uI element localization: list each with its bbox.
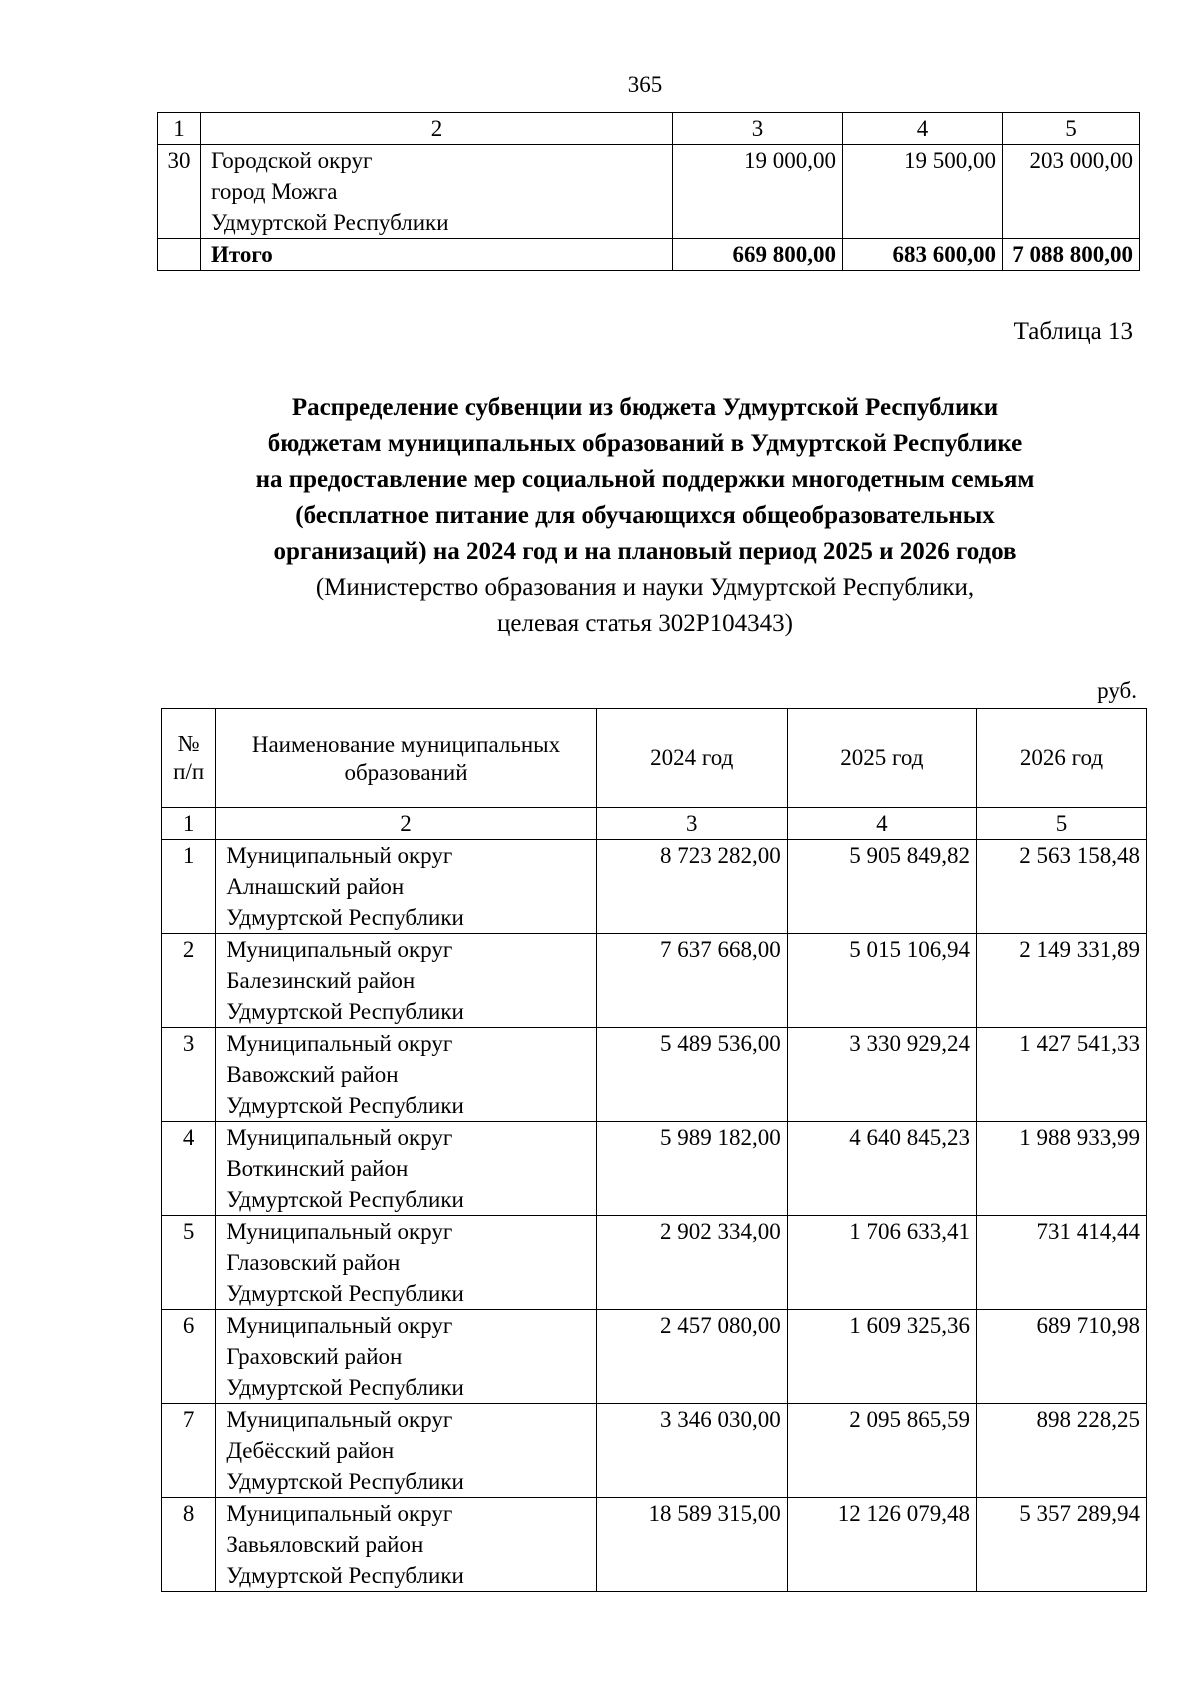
row-number: 1 bbox=[162, 840, 216, 934]
col-number-cell: 4 bbox=[843, 113, 1003, 145]
column-number-row bbox=[162, 808, 1147, 840]
total-row bbox=[158, 239, 1140, 271]
document-title bbox=[0, 390, 1200, 642]
value-2024: 18 589 315,00 bbox=[596, 1498, 787, 1592]
value-2025: 1 609 325,36 bbox=[787, 1310, 976, 1404]
col-number-cell: 1 bbox=[162, 808, 216, 840]
name-line: Муниципальный округ bbox=[226, 1219, 453, 1244]
subtitle-line: целевая статья 302P104343) bbox=[497, 610, 793, 637]
value-2025: 5 015 106,94 bbox=[787, 934, 976, 1028]
table-row bbox=[162, 1498, 1147, 1592]
name-line: Муниципальный округ bbox=[226, 1125, 453, 1150]
value-2026: 689 710,98 bbox=[976, 1310, 1146, 1404]
table-row bbox=[162, 1122, 1147, 1216]
name-line: Граховский район bbox=[226, 1344, 403, 1369]
name-line: Удмуртской Республики bbox=[226, 1563, 464, 1588]
value-2026: 5 357 289,94 bbox=[976, 1498, 1146, 1592]
value-2026: 1 988 933,99 bbox=[976, 1122, 1146, 1216]
row-number: 2 bbox=[162, 934, 216, 1028]
header-2026: 2026 год bbox=[976, 709, 1146, 808]
page-number: 365 bbox=[627, 72, 663, 97]
value-2026: 2 563 158,48 bbox=[976, 840, 1146, 934]
col-number-cell: 3 bbox=[596, 808, 787, 840]
title-line: Распределение субвенции из бюджета Удмуртской Республики bbox=[291, 394, 999, 421]
currency-unit: руб. bbox=[1097, 678, 1137, 703]
value-2024: 8 723 282,00 bbox=[596, 840, 787, 934]
value-2026: 2 149 331,89 bbox=[976, 934, 1146, 1028]
table-row bbox=[162, 840, 1147, 934]
municipality-name bbox=[216, 934, 596, 1028]
name-line: Алнашский район bbox=[226, 874, 405, 899]
table-label: Таблица 13 bbox=[1013, 318, 1133, 345]
value-2024: 7 637 668,00 bbox=[596, 934, 787, 1028]
name-line: Воткинский район bbox=[226, 1156, 409, 1181]
table-row bbox=[162, 1216, 1147, 1310]
table-row bbox=[162, 1028, 1147, 1122]
header-number bbox=[162, 709, 216, 808]
table-header-row bbox=[162, 709, 1147, 808]
row-number: 4 bbox=[162, 1122, 216, 1216]
header-number-line: № bbox=[177, 731, 200, 756]
value-2025: 19 500,00 bbox=[843, 145, 1003, 239]
header-2024: 2024 год bbox=[596, 709, 787, 808]
total-label: Итого bbox=[201, 239, 673, 271]
name-line: Муниципальный округ bbox=[226, 937, 453, 962]
value-2024: 2 457 080,00 bbox=[596, 1310, 787, 1404]
value-2024: 19 000,00 bbox=[673, 145, 843, 239]
name-line: Удмуртской Республики bbox=[226, 905, 464, 930]
title-line: бюджетам муниципальных образований в Удмуртской Республике bbox=[267, 430, 1023, 457]
title-line: на предоставление мер социальной поддержки многодетным семьям bbox=[255, 466, 1035, 493]
name-line: Вавожский район bbox=[226, 1062, 399, 1087]
value-2025: 3 330 929,24 bbox=[787, 1028, 976, 1122]
row-number: 6 bbox=[162, 1310, 216, 1404]
name-line: Муниципальный округ bbox=[226, 1313, 453, 1338]
name-line: Балезинский район bbox=[226, 968, 416, 993]
col-number-cell: 3 bbox=[673, 113, 843, 145]
table-row bbox=[158, 145, 1140, 239]
name-line: Удмуртской Республики bbox=[226, 1187, 464, 1212]
value-2024: 3 346 030,00 bbox=[596, 1404, 787, 1498]
value-2026: 203 000,00 bbox=[1003, 145, 1140, 239]
value-2025: 2 095 865,59 bbox=[787, 1404, 976, 1498]
municipality-name bbox=[216, 1122, 596, 1216]
municipality-name bbox=[216, 1404, 596, 1498]
name-line: город Можга bbox=[211, 179, 338, 204]
header-municipality-line: образований bbox=[344, 760, 468, 785]
row-number: 7 bbox=[162, 1404, 216, 1498]
table-body bbox=[162, 840, 1147, 1592]
value-2025: 5 905 849,82 bbox=[787, 840, 976, 934]
col-number-cell: 1 bbox=[158, 113, 201, 145]
col-number-cell: 5 bbox=[1003, 113, 1140, 145]
table-row bbox=[162, 934, 1147, 1028]
municipality-name bbox=[216, 1498, 596, 1592]
row-number: 5 bbox=[162, 1216, 216, 1310]
municipality-name bbox=[216, 1216, 596, 1310]
value-2024: 5 489 536,00 bbox=[596, 1028, 787, 1122]
col-number-cell: 2 bbox=[201, 113, 673, 145]
municipality-name bbox=[216, 840, 596, 934]
row-number: 8 bbox=[162, 1498, 216, 1592]
col-number-cell: 5 bbox=[976, 808, 1146, 840]
table-row bbox=[162, 1404, 1147, 1498]
empty-cell bbox=[158, 239, 201, 271]
value-2024: 2 902 334,00 bbox=[596, 1216, 787, 1310]
name-line: Глазовский район bbox=[226, 1250, 401, 1275]
name-line: Удмуртской Республики bbox=[226, 1281, 464, 1306]
name-line: Муниципальный округ bbox=[226, 1501, 453, 1526]
municipality-name bbox=[201, 145, 673, 239]
value-2026: 898 228,25 bbox=[976, 1404, 1146, 1498]
previous-table bbox=[157, 112, 1140, 271]
name-line: Муниципальный округ bbox=[226, 1407, 453, 1432]
row-number: 3 bbox=[162, 1028, 216, 1122]
row-number: 30 bbox=[158, 145, 201, 239]
name-line: Дебёсский район bbox=[226, 1438, 395, 1463]
title-line: (бесплатное питание для обучающихся общеобразовательных bbox=[295, 502, 995, 529]
name-line: Муниципальный округ bbox=[226, 1031, 453, 1056]
name-line: Удмуртской Республики bbox=[211, 210, 449, 235]
previous-table-header-row bbox=[158, 113, 1140, 145]
header-2025: 2025 год bbox=[787, 709, 976, 808]
value-2025: 12 126 079,48 bbox=[787, 1498, 976, 1592]
table-row bbox=[162, 1310, 1147, 1404]
name-line: Удмуртской Республики bbox=[226, 999, 464, 1024]
total-2024: 669 800,00 bbox=[673, 239, 843, 271]
municipality-name bbox=[216, 1028, 596, 1122]
col-number-cell: 2 bbox=[216, 808, 596, 840]
col-number-cell: 4 bbox=[787, 808, 976, 840]
value-2024: 5 989 182,00 bbox=[596, 1122, 787, 1216]
distribution-table bbox=[161, 708, 1147, 1592]
value-2026: 731 414,44 bbox=[976, 1216, 1146, 1310]
header-municipality bbox=[216, 709, 596, 808]
value-2026: 1 427 541,33 bbox=[976, 1028, 1146, 1122]
header-municipality-line: Наименование муниципальных bbox=[251, 732, 561, 757]
name-line: Городской округ bbox=[211, 148, 373, 173]
name-line: Муниципальный округ bbox=[226, 843, 453, 868]
value-2025: 4 640 845,23 bbox=[787, 1122, 976, 1216]
value-2025: 1 706 633,41 bbox=[787, 1216, 976, 1310]
subtitle-line: (Министерство образования и науки Удмуртской Республики, bbox=[315, 574, 975, 601]
name-line: Удмуртской Республики bbox=[226, 1375, 464, 1400]
header-number-line: п/п bbox=[173, 759, 205, 784]
name-line: Удмуртской Республики bbox=[226, 1093, 464, 1118]
name-line: Удмуртской Республики bbox=[226, 1469, 464, 1494]
title-line: организаций) на 2024 год и на плановый период 2025 и 2026 годов bbox=[273, 538, 1017, 565]
municipality-name bbox=[216, 1310, 596, 1404]
total-2026: 7 088 800,00 bbox=[1003, 239, 1140, 271]
total-2025: 683 600,00 bbox=[843, 239, 1003, 271]
name-line: Завьяловский район bbox=[226, 1532, 424, 1557]
